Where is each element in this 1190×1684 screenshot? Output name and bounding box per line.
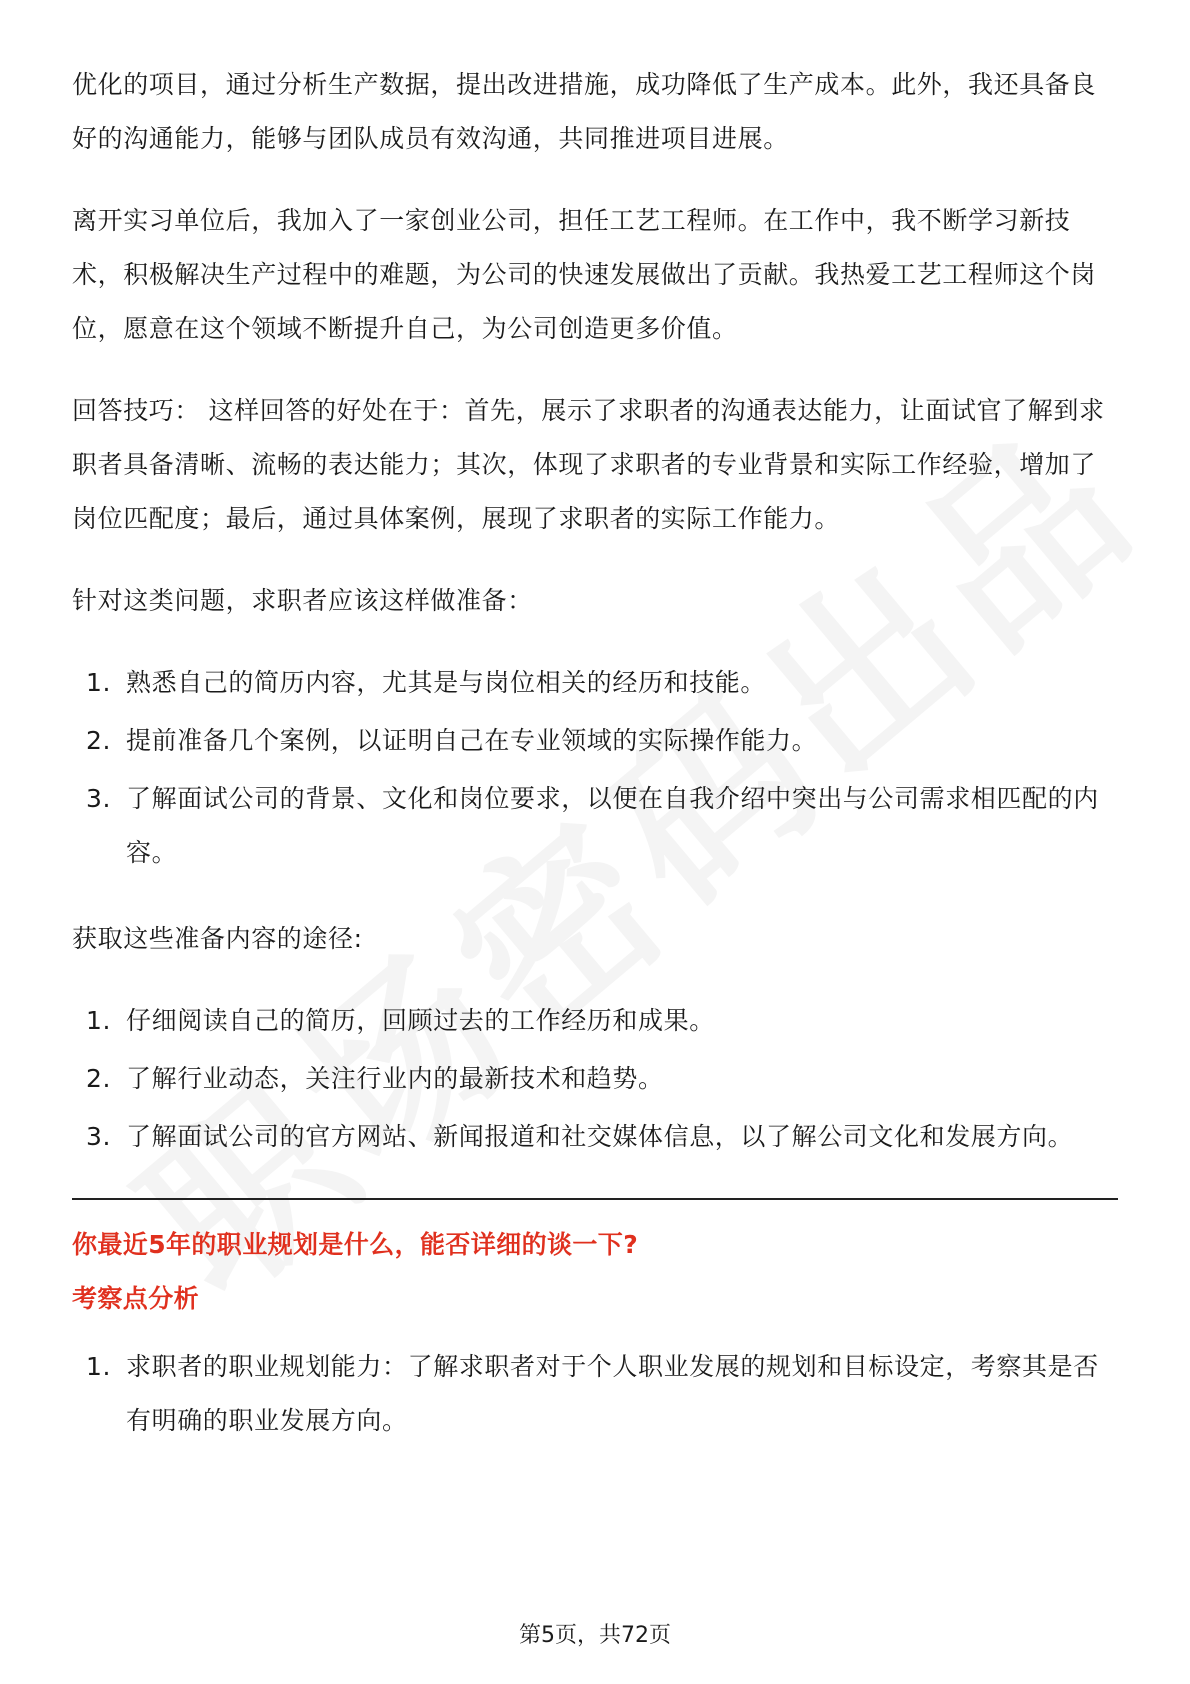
list-text: 了解面试公司的背景、文化和岗位要求，以便在自我介绍中突出与公司需求相匹配的内容。 [126,784,1099,867]
analysis-list [72,1340,1118,1448]
page-footer: 第5页，共72页 [519,1623,671,1648]
list-number: 2. [86,1064,112,1093]
list-item [72,714,1118,768]
list-text: 熟悉自己的简历内容，尤其是与岗位相关的经历和技能。 [126,668,767,697]
section-divider [72,1198,1118,1200]
ways-list [72,994,1118,1164]
list-item [72,994,1118,1048]
analysis-heading: 考察点分析 [72,1284,200,1313]
list-number: 1. [86,1352,112,1381]
paragraph-prep-intro: 针对这类问题，求职者应该这样做准备： [72,586,533,615]
paragraph-answer-tips: 回答技巧： 这样回答的好处在于：首先，展示了求职者的沟通表达能力，让面试官了解到求职者具备清晰、流畅的表达能力；其次，体现了求职者的专业背景和实际工作经验，增加了岗位匹配度；最后，通过具体案例，展现了求职者的实际工作能力。 [72,396,1105,533]
ways-heading: 获取这些准备内容的途径: [72,924,363,953]
page-content [72,58,1118,1452]
list-text: 提前准备几个案例，以证明自己在专业领域的实际操作能力。 [126,726,818,755]
paragraph-startup-experience: 离开实习单位后，我加入了一家创业公司，担任工艺工程师。在工作中，我不断学习新技术，积极解决生产过程中的难题，为公司的快速发展做出了贡献。我热爱工艺工程师这个岗位，愿意在这个领域不断提升自己，为公司创造更多价值。 [72,206,1097,343]
list-number: 1. [86,668,112,697]
list-item [72,1110,1118,1164]
list-text: 了解面试公司的官方网站、新闻报道和社交媒体信息，以了解公司文化和发展方向。 [126,1122,1074,1151]
paragraph-project-summary: 优化的项目，通过分析生产数据，提出改进措施，成功降低了生产成本。此外，我还具备良好的沟通能力，能够与团队成员有效沟通，共同推进项目进展。 [72,70,1097,153]
list-text: 求职者的职业规划能力：了解求职者对于个人职业发展的规划和目标设定，考察其是否有明确的职业发展方向。 [126,1352,1099,1435]
list-number: 3. [86,784,112,813]
list-item [72,1340,1118,1448]
list-text: 了解行业动态，关注行业内的最新技术和趋势。 [126,1064,664,1093]
list-number: 1. [86,1006,112,1035]
list-number: 2. [86,726,112,755]
list-text: 仔细阅读自己的简历，回顾过去的工作经历和成果。 [126,1006,715,1035]
list-item [72,772,1118,880]
question-title: 你最近5年的职业规划是什么，能否详细的谈一下? [72,1230,639,1259]
prep-list [72,656,1118,880]
list-item [72,656,1118,710]
list-number: 3. [86,1122,112,1151]
list-item [72,1052,1118,1106]
